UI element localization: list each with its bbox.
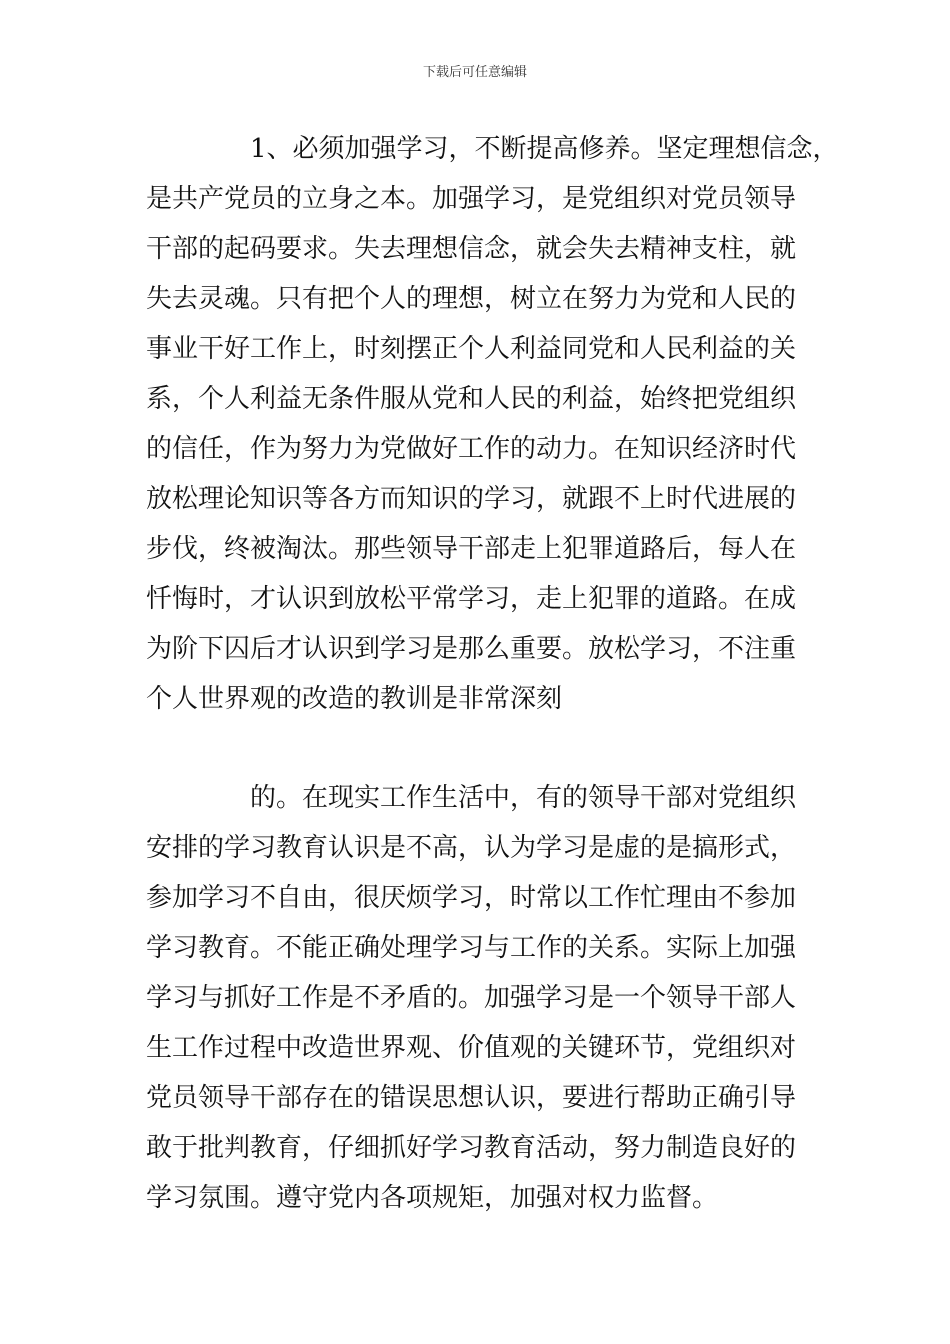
text-line: 步伐，终被淘汰。那些领导干部走上犯罪道路后，每人在 xyxy=(146,534,797,564)
text-line: 学习教育。不能正确处理学习与工作的关系。实际上加强 xyxy=(146,933,797,963)
text-line: 敢于批判教育，仔细抓好学习教育活动，努力制造良好的 xyxy=(146,1133,797,1163)
text-line: 干部的起码要求。失去理想信念，就会失去精神支柱，就 xyxy=(146,234,797,264)
text-line: 党员领导干部存在的错误思想认识，要进行帮助正确引导 xyxy=(146,1083,797,1113)
text-line: 失去灵魂。只有把个人的理想，树立在努力为党和人民的 xyxy=(146,284,797,314)
text-line: 放松理论知识等各方而知识的学习，就跟不上时代进展的 xyxy=(146,484,797,514)
text-line: 的信任，作为努力为党做好工作的动力。在知识经济时代 xyxy=(146,434,797,464)
paragraph-1 xyxy=(146,124,839,724)
text-line: 生工作过程中改造世界观、价值观的关键环节，党组织对 xyxy=(146,1033,797,1063)
text-line: 安排的学习教育认识是不高，认为学习是虚的是搞形式， xyxy=(146,833,797,863)
text-line: 1、必须加强学习，不断提高修养。坚定理想信念， xyxy=(250,134,839,164)
text-line: 的。在现实工作生活中，有的领导干部对党组织 xyxy=(250,783,797,813)
paragraph-2 xyxy=(146,773,818,1223)
text-line: 是共产党员的立身之本。加强学习，是党组织对党员领导 xyxy=(146,184,797,214)
text-line: 忏悔时，才认识到放松平常学习，走上犯罪的道路。在成 xyxy=(146,584,797,614)
text-line: 学习与抓好工作是不矛盾的。加强学习是一个领导干部人 xyxy=(146,983,797,1013)
page-header-note: 下载后可任意编辑 xyxy=(422,65,527,80)
text-line: 为阶下囚后才认识到学习是那么重要。放松学习，不注重 xyxy=(146,634,797,664)
text-line: 学习氛围。遵守党内各项规矩，加强对权力监督。 xyxy=(146,1183,719,1213)
text-line: 参加学习不自由，很厌烦学习，时常以工作忙理由不参加 xyxy=(146,883,797,913)
text-line: 个人世界观的改造的教训是非常深刻 xyxy=(146,684,563,714)
text-line: 系，个人利益无条件服从党和人民的利益，始终把党组织 xyxy=(146,384,797,414)
text-line: 事业干好工作上，时刻摆正个人利益同党和人民利益的关 xyxy=(146,334,797,364)
